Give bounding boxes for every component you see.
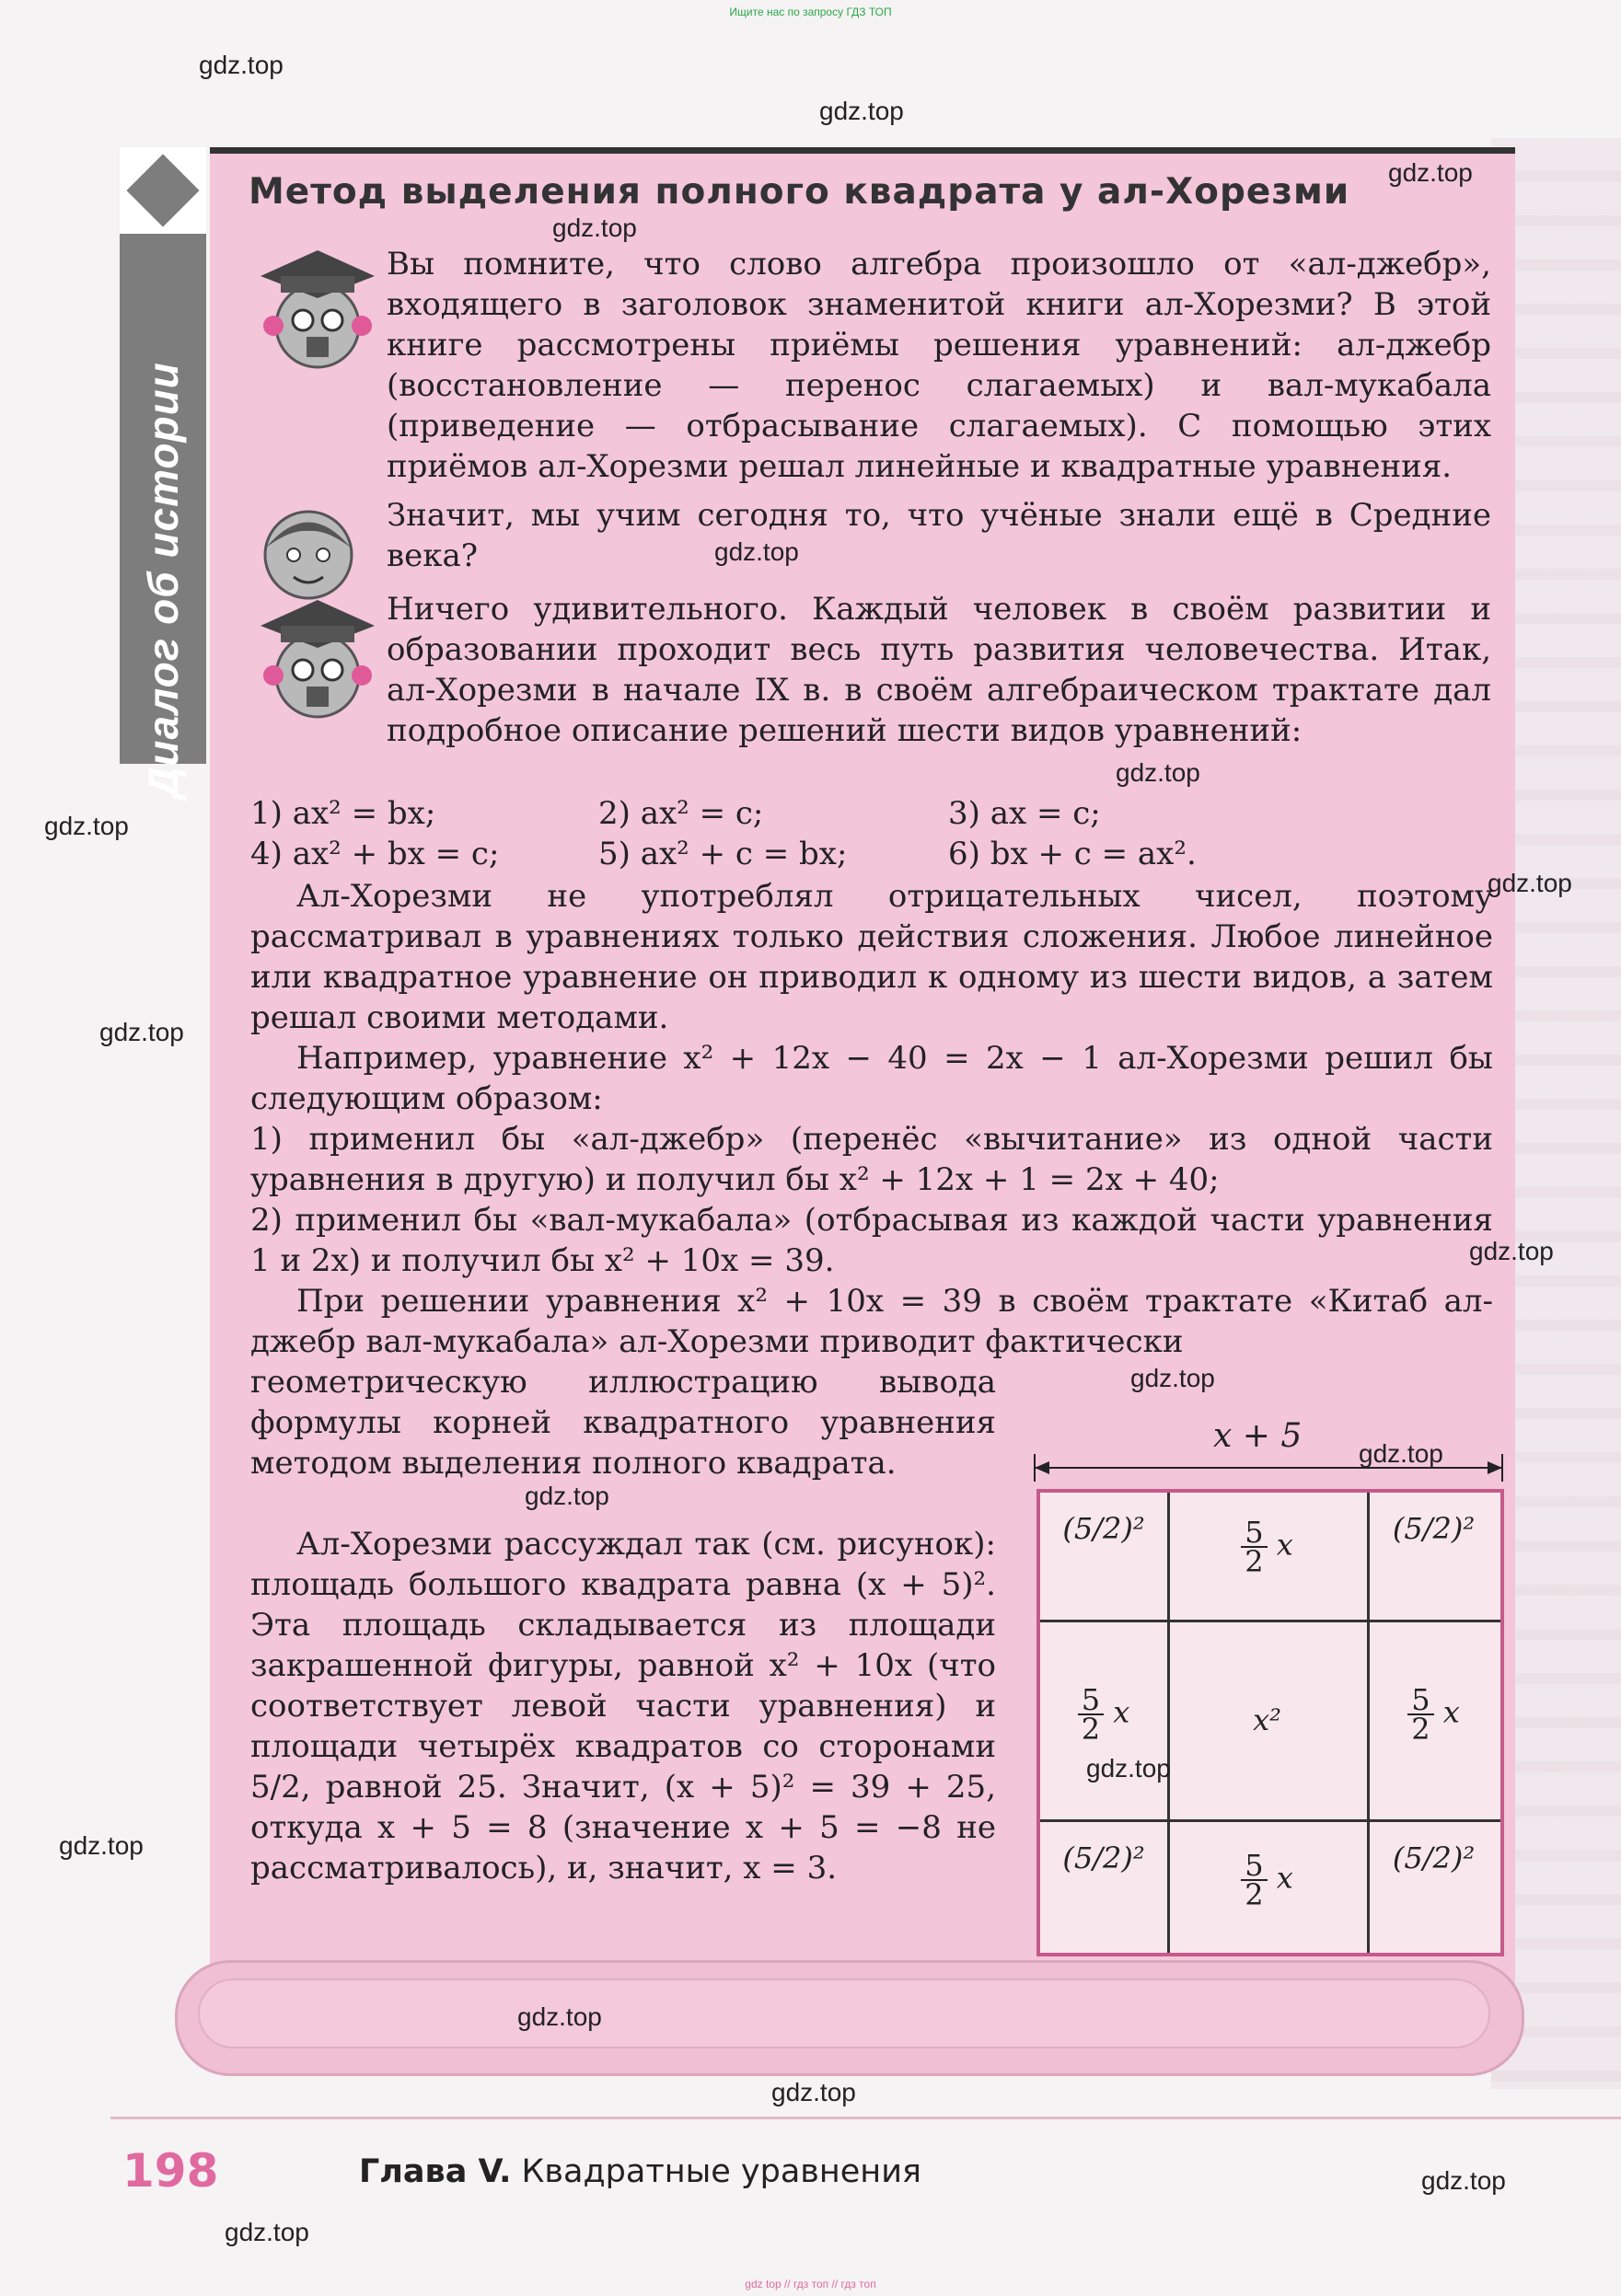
chapter-title: Глава V. Квадратные уравнения — [359, 2153, 921, 2190]
corner-square-top-right: (5/2)² — [1392, 1511, 1476, 1546]
watermark: gdz.top — [199, 51, 284, 79]
watermark: gdz.top — [771, 2078, 856, 2106]
big-square — [1036, 1489, 1504, 1956]
watermark: gdz.top — [99, 1018, 184, 1046]
watermark: gdz.top — [1359, 1439, 1443, 1468]
equation-1: 1) ax² = bx; — [250, 795, 436, 832]
paragraph-reasoning: Ал-Хорезми рассуждал так (см. рисунок): площадь большого квадрата равна (x + 5)². Эта площадь складывается из площади закрашенной фигуры, равной x² + 10x (что соответствует левой части уравнения) и площади четырёх квадратов со сторонами 5/2, равной 25. Значит, (x + 5)² = 39 + 25, откуда x + 5 = 8 (значение x + 5 = −8 не рассматривалось), и, значит, x = 3. — [250, 1526, 996, 1886]
paragraph-example: Например, уравнение x² + 12x − 40 = 2x − 1 ал-Хорезми решил бы следующим образом: — [250, 1040, 1493, 1117]
teacher-avatar-icon — [253, 241, 382, 375]
watermark: gdz.top — [1388, 158, 1473, 187]
equation-6: 6) bx + c = ax². — [948, 836, 1197, 872]
page-title: Метод выделения полного квадрата у ал-Хорезми — [249, 171, 1350, 213]
student-dialogue: Значит, мы учим сегодня то, что учёные знали ещё в Средние века? — [387, 497, 1491, 574]
watermark: gdz.top — [59, 1831, 144, 1860]
footer-note: gdz top // гдз топ // гдз топ — [745, 2278, 876, 2290]
paragraph-negatives: Ал-Хорезми не употреблял отрицательных чисел, поэтому рассматривал в уравнениях только действия сложения. Любое линейное или квадратное уравнение он приводил к одному из шести видов, а затем решал своими методами. — [250, 878, 1493, 1036]
corner-square-top-left: (5/2)² — [1062, 1511, 1145, 1546]
side-length-label: x + 5 — [1213, 1417, 1303, 1455]
center-square: x² — [1253, 1702, 1281, 1737]
section-tab-label: Диалог об истории — [139, 362, 187, 798]
watermark: gdz.top — [1469, 1237, 1554, 1265]
step-al-muqabala: 2) применил бы «вал-мукабала» (отбрасывая из каждой части уравнения 1 и 2x) и получил бы x² + 10x = 39. — [250, 1202, 1493, 1279]
equation-5: 5) ax² + c = bx; — [598, 836, 848, 872]
watermark: gdz.top — [1086, 1754, 1171, 1783]
rect-left: $\frac{5}{2}$ x — [1040, 1686, 1167, 1743]
rect-right: $\frac{5}{2}$ x — [1367, 1686, 1500, 1743]
corner-square-bottom-right: (5/2)² — [1392, 1840, 1476, 1875]
equation-3: 3) ax = c; — [948, 795, 1101, 832]
watermark: gdz.top — [1116, 758, 1200, 787]
rect-bottom: $\frac{5}{2}$ x — [1167, 1852, 1367, 1909]
corner-square-bottom-left: (5/2)² — [1062, 1840, 1145, 1875]
teacher-avatar-icon — [253, 591, 382, 724]
section-icon-box — [120, 147, 206, 234]
section-tab — [120, 147, 206, 798]
watermark: gdz.top — [714, 537, 799, 566]
watermark: gdz.top — [1421, 2166, 1506, 2195]
watermark: gdz.top — [552, 213, 637, 242]
equation-4: 4) ax² + bx = c; — [250, 836, 500, 872]
watermark: gdz.top — [1488, 869, 1572, 897]
watermark: gdz.top — [225, 2218, 309, 2246]
teacher-dialogue-1: Вы помните, что слово алгебра произошло от «ал-джебр», входящего в заголовок знаменитой книги ал-Хорезми? В этой книге рассмотрены приёмы решения уравнений: ал-джебр (восстановление — перенос слагаемых) и вал-мукабала (приведение — отбрасывание слагаемых). С помощью этих приёмов ал-Хорезми решал линейные и квадратные уравнения. — [387, 246, 1491, 485]
scroll-inner-decoration — [198, 1979, 1490, 2048]
rect-top: $\frac{5}{2}$ x — [1167, 1518, 1367, 1575]
watermark: gdz.top — [1130, 1364, 1215, 1392]
completing-square-figure — [1029, 1417, 1508, 1969]
student-avatar-icon — [253, 502, 364, 603]
equation-2: 2) ax² = c; — [598, 795, 764, 832]
paragraph-geometric: геометрическую иллюстрацию вывода формулы корней квадратного уравнения методом выделения полного квадрата. — [250, 1364, 996, 1482]
footer-divider — [110, 2117, 1621, 2119]
paragraph-treatise: При решении уравнения x² + 10x = 39 в своём трактате «Китаб ал-джебр вал-мукабала» ал-Хорезми приводит фактически — [250, 1283, 1493, 1360]
watermark: gdz.top — [44, 812, 129, 840]
watermark: gdz.top — [517, 2002, 602, 2031]
teacher-dialogue-2: Ничего удивительного. Каждый человек в своём развитии и образовании проходит весь путь развития человечества. Итак, ал-Хорезми в начале IX в. в своём алгебраическом трактате дал подробное описание решений шести видов уравнений: — [387, 591, 1491, 749]
watermark: gdz.top — [525, 1482, 609, 1510]
watermark: gdz.top — [819, 97, 904, 125]
header-note: Ищите нас по запросу ГДЗ ТОП — [729, 6, 892, 18]
page-number: 198 — [122, 2144, 219, 2198]
step-al-jabr: 1) применил бы «ал-джебр» (перенёс «вычитание» из одной части уравнения в другую) и получил бы x² + 12x + 1 = 2x + 40; — [250, 1121, 1493, 1198]
diamond-icon — [126, 154, 199, 226]
